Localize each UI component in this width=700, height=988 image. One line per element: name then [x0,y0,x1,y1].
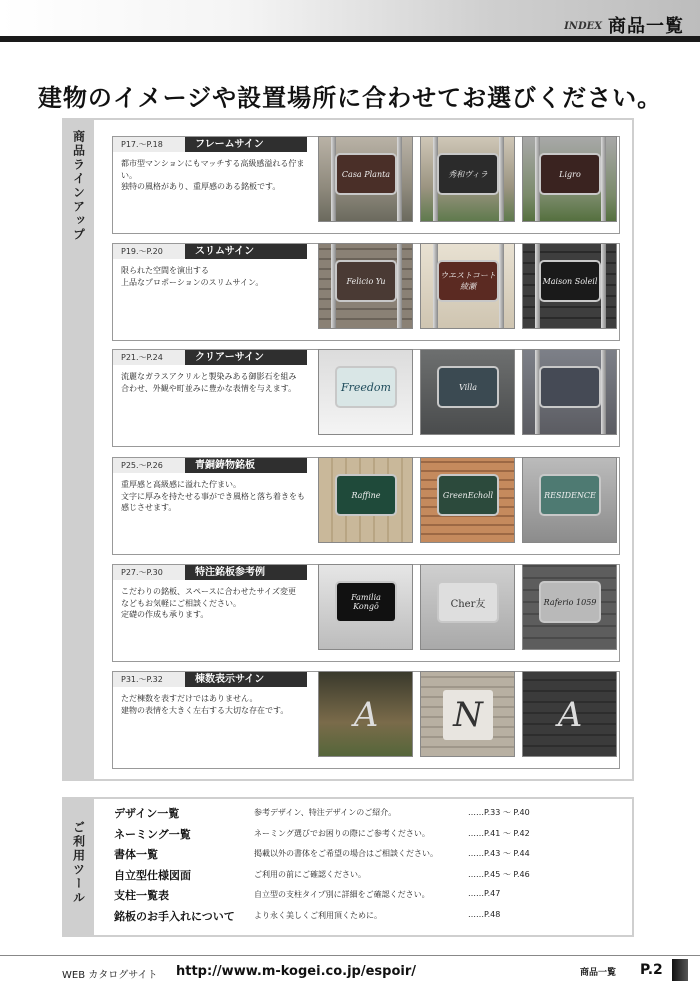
product-description [121,479,317,514]
product-name: 青銅鋳物銘板 [185,458,307,473]
tool-title: 自立型仕様図面 [114,868,191,882]
product-photo [522,136,617,222]
sign-plate: N [443,690,493,740]
product-card[interactable] [112,349,620,447]
sign-plate: Freedom [337,368,395,406]
description-line: 合わせ、外観や町並みに豊かな表情を与えます。 [121,383,297,393]
tool-pages: ……P.45 ～ P.46 [468,869,530,879]
product-photo [522,457,617,543]
product-photo [522,349,617,435]
description-line: 文字に厚みを持たせる事ができ風格と落ち着きをも [121,491,305,501]
product-photo [420,243,515,329]
tool-description: 自立型の支柱タイプ別に詳細をご確認ください。 [254,890,430,899]
sign-post [535,137,540,221]
description-line: 流麗なガラスアクリルと製染みある御影石を組み [121,372,297,381]
sign-post [499,244,504,328]
sign-post [433,137,438,221]
sign-post [433,244,438,328]
description-line: 建物の表情を大きく左右する大切な存在です。 [121,705,289,715]
product-photo [522,671,617,757]
description-line: などもお気軽にご相談ください。 [121,598,241,608]
sign-post [601,350,606,434]
sign-post [601,137,606,221]
tool-row[interactable] [114,844,624,864]
tool-title: デザイン一覧 [114,807,180,820]
tool-description: ご利用の前にご確認ください。 [254,869,366,879]
tools-sidebar [64,799,94,935]
description-line: 都市型マンションにもマッチする高級感溢れる佇まい。 [121,159,305,180]
web-catalog-label: WEB カタログサイト [62,970,158,981]
tool-pages: ……P.33 ～ P.40 [468,808,530,817]
footer [0,955,700,988]
product-photo [420,136,515,222]
product-name: クリアーサイン [185,350,307,365]
lineup-sidebar [64,120,94,779]
product-photo [318,671,413,757]
header-title: 商品一覧 [608,16,684,37]
sign-plate: ウエストコート 綾瀬 [439,262,497,300]
sign-plate: Raferio 1059 [541,583,599,621]
sign-plate: RESIDENCE [541,476,599,514]
product-description [121,371,317,394]
product-photo [522,243,617,329]
sign-plate: Maison Soleil [541,262,599,300]
sign-post [535,244,540,328]
tool-title: 書体一覧 [114,848,158,861]
description-line: 感じさせます。 [121,503,177,512]
sign-post [601,244,606,328]
product-photo [420,564,515,650]
sign-plate: GreenEcholl [439,476,497,514]
product-name: フレームサイン [185,137,307,152]
sign-post [499,137,504,221]
description-line: ただ棟数を表すだけではありません。 [121,694,258,703]
description-line: 限られた空間を演出する [121,266,209,275]
footer-rule [0,955,700,956]
product-card[interactable] [112,457,620,555]
product-photo [420,457,515,543]
product-photo [318,243,413,329]
sign-plate: Ligro [541,155,599,193]
page-tab-marker [672,959,688,981]
tool-pages: ……P.48 [468,909,501,919]
sign-post [331,137,336,221]
description-line: 上品なプロポーションのスリムサイン。 [121,277,264,287]
product-pages: P25.～P.26 [113,458,185,473]
tool-row[interactable] [114,906,624,926]
product-description [121,586,317,621]
tool-title: 支柱一覧表 [114,889,169,902]
tool-pages: ……P.43 ～ P.44 [468,849,530,858]
header-rule [0,36,700,42]
product-description [121,265,317,288]
index-label: INDEX [564,21,602,32]
product-photo [420,349,515,435]
sign-plate: A [353,695,379,735]
product-name: 棟数表示サイン [185,672,307,687]
product-name: スリムサイン [185,244,307,259]
tool-title: 銘板のお手入れについて [114,909,235,923]
description-line: こだわりの銘板、スペースに合わせたサイズ変更 [121,587,296,596]
product-photo [318,349,413,435]
sign-post [331,244,336,328]
description-line: 定礎の作成も承ります。 [121,610,209,619]
sign-plate: Raffine [337,476,395,514]
page-title: 建物のイメージや設置場所に合わせてお選びください。 [37,84,663,112]
tool-description: より永く美しくご利用頂くために。 [254,910,382,920]
product-pages: P27.～P.30 [113,565,185,580]
product-photo [318,457,413,543]
product-description [121,693,317,716]
product-description [121,158,317,193]
tool-pages: ……P.41 ～ P.42 [468,828,530,838]
product-photo [522,564,617,650]
product-photo [318,136,413,222]
product-pages: P21.～P.24 [113,350,185,365]
tool-pages: ……P.47 [468,889,501,898]
page-number: P.2 [640,962,663,978]
sign-plate: Villa [439,368,497,406]
product-pages: P31.～P.32 [113,672,185,687]
lineup-label: 商品ラインアップ [71,130,86,242]
header-bar [0,0,700,44]
tool-row[interactable] [114,803,624,823]
sign-plate: Familia Kongō [337,583,395,621]
tools-label: ご利用ツール [71,821,86,905]
tool-description: ネーミング選びでお困りの際にご参考ください。 [254,828,430,838]
tool-row[interactable] [114,885,624,905]
product-card[interactable] [112,243,620,341]
sign-plate: Cher友 [439,583,497,621]
product-card[interactable] [112,564,620,662]
description-line: 重厚感と高級感に溢れた佇まい。 [121,480,241,489]
tool-title: ネーミング一覧 [114,827,191,841]
product-card[interactable] [112,136,620,234]
product-pages: P17.～P.18 [113,137,185,152]
product-photo [420,671,515,757]
product-card[interactable] [112,671,620,769]
tool-row[interactable] [114,865,624,885]
sign-plate: Casa Planta [337,155,395,193]
product-name: 特注銘板参考例 [185,565,307,580]
sign-post [397,244,402,328]
product-photo [318,564,413,650]
sign-plate: Felicio Yu [337,262,395,300]
footer-section: 商品一覧 [580,968,617,978]
catalog-url-link[interactable]: http://www.m-kogei.co.jp/espoir/ [176,964,416,979]
sign-plate: A [557,695,583,735]
sign-plate: 秀和ヴィラ [439,155,497,193]
product-pages: P19.～P.20 [113,244,185,259]
tool-row[interactable] [114,824,624,844]
tool-description: 参考デザイン、特注デザインのご紹介。 [254,808,397,817]
sign-plate [541,368,599,406]
sign-post [535,350,540,434]
description-line: 独特の風格があり、重厚感のある銘板です。 [121,182,281,191]
tool-description: 掲載以外の書体をご希望の場合はご相談ください。 [254,849,438,858]
sign-post [397,137,402,221]
